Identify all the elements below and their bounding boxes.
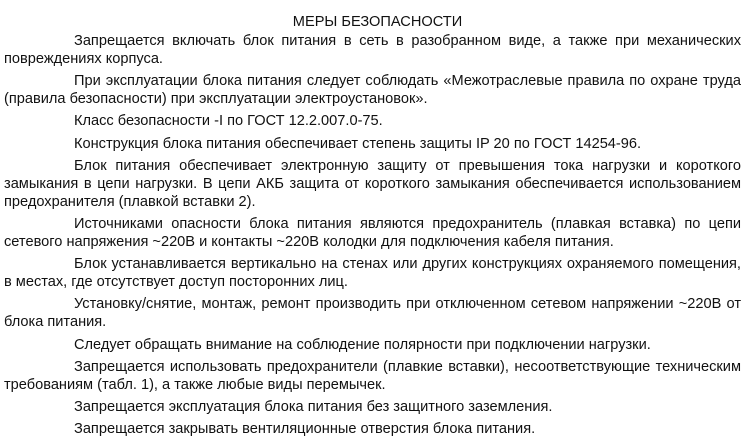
paragraph-installation-repair: Установку/снятие, монтаж, ремонт производить при отключенном сетевом напряжении ~220В от блока питания. xyxy=(4,296,741,331)
paragraph-polarity: Следует обращать внимание на соблюдение полярности при подключении нагрузки. xyxy=(74,336,651,353)
paragraph-grounding: Запрещается эксплуатация блока питания без защитного заземления. xyxy=(74,398,553,415)
paragraph-electronic-protection: Блок питания обеспечивает электронную защиту от превышения тока нагрузки и короткого замыкания в цепи нагрузки. В цепи АКБ защита от короткого замыкания обеспечивается использованием предохранителя (плавкой вставки 2). xyxy=(4,157,741,210)
paragraph-ventilation: Запрещается закрывать вентиляционные отверстия блока питания. xyxy=(74,420,536,437)
paragraph-mounting: Блок устанавливается вертикально на стенах или других конструкциях охраняемого помещения, в местах, где отсутствует доступ посторонних лиц. xyxy=(4,256,741,291)
paragraph-disassembled-prohibition: Запрещается включать блок питания в сеть в разобранном виде, а также при механических повреждениях корпуса. xyxy=(4,33,741,68)
paragraph-safety-rules: При эксплуатации блока питания следует соблюдать «Межотраслевые правила по охране труда (правила безопасности) при эксплуатации электроустановок». xyxy=(4,73,741,108)
paragraph-fuse-requirements: Запрещается использовать предохранители (плавкие вставки), несоответствующие техническим требованиям (табл. 1), а также любые виды перемычек. xyxy=(4,358,741,393)
paragraph-hazard-sources: Источниками опасности блока питания являются предохранитель (плавкая вставка) по цепи сетевого напряжения ~220В и контакты ~220В колодки для подключения кабеля питания. xyxy=(4,215,741,251)
paragraph-protection-degree: Конструкция блока питания обеспечивает степень защиты IP 20 по ГОСТ 14254-96. xyxy=(74,135,642,152)
document-title: МЕРЫ БЕЗОПАСНОСТИ xyxy=(292,14,463,30)
paragraph-safety-class: Класс безопасности -I по ГОСТ 12.2.007.0-75. xyxy=(74,113,383,130)
